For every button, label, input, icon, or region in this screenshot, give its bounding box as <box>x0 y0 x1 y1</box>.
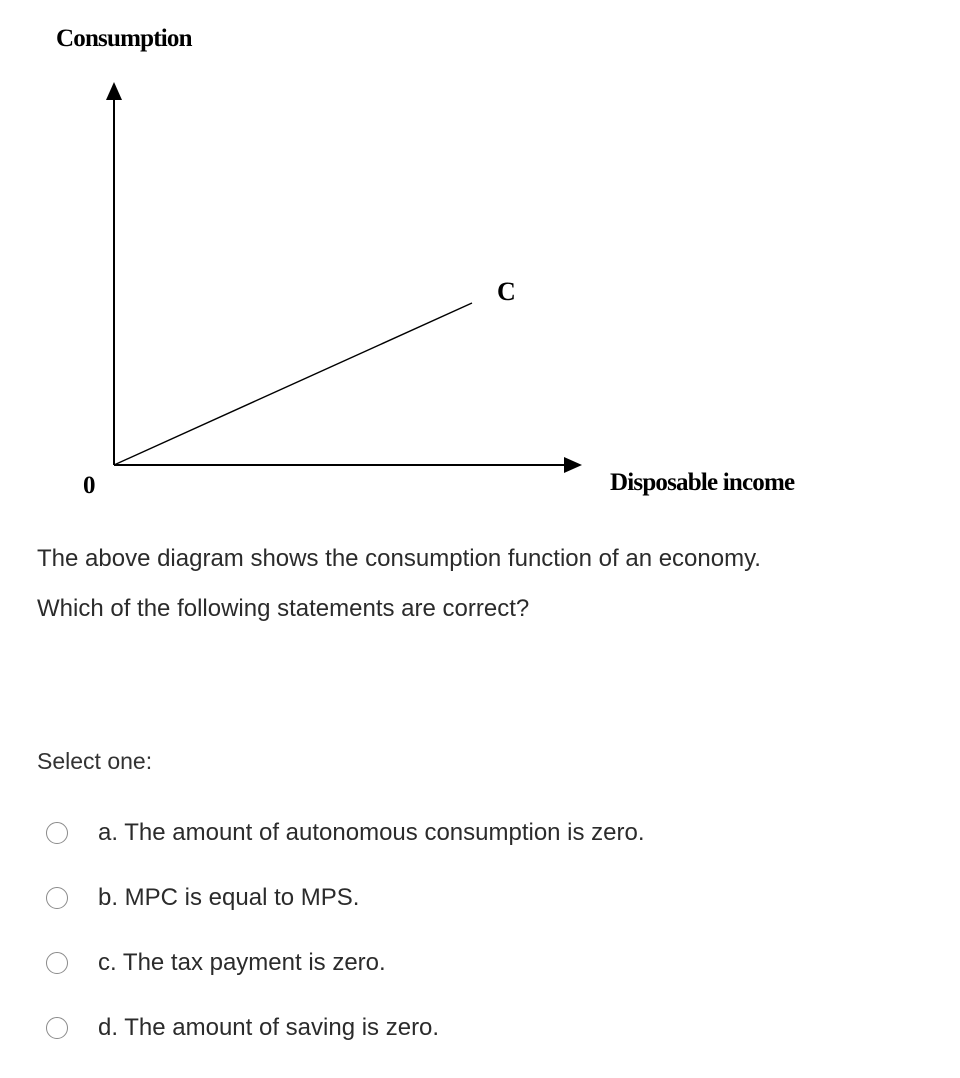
option-d[interactable] <box>46 995 645 1060</box>
y-axis-label: Consumption <box>56 25 192 52</box>
x-axis-label: Disposable income <box>610 469 795 496</box>
select-one-prompt: Select one: <box>37 748 153 774</box>
radio-button-b[interactable] <box>46 887 68 909</box>
curve-label: C <box>497 277 515 306</box>
consumption-diagram <box>0 0 960 520</box>
option-c[interactable] <box>46 930 645 995</box>
answer-options <box>46 800 645 1060</box>
radio-button-d[interactable] <box>46 1017 68 1039</box>
option-b[interactable] <box>46 865 645 930</box>
question-text: The above diagram shows the consumption function of an economy. Which of the following statements are correct? <box>37 545 761 622</box>
x-axis-arrow <box>564 457 582 473</box>
option-d-label: d. The amount of saving is zero. <box>98 1013 440 1041</box>
option-a[interactable] <box>46 800 645 865</box>
option-b-label: b. MPC is equal to MPS. <box>98 883 360 911</box>
y-axis-arrow <box>106 82 122 100</box>
radio-button-c[interactable] <box>46 952 68 974</box>
origin-label: 0 <box>83 472 95 499</box>
option-a-label: a. The amount of autonomous consumption is zero. <box>98 818 645 846</box>
option-c-label: c. The tax payment is zero. <box>98 948 386 976</box>
consumption-line <box>114 303 472 465</box>
radio-button-a[interactable] <box>46 822 68 844</box>
